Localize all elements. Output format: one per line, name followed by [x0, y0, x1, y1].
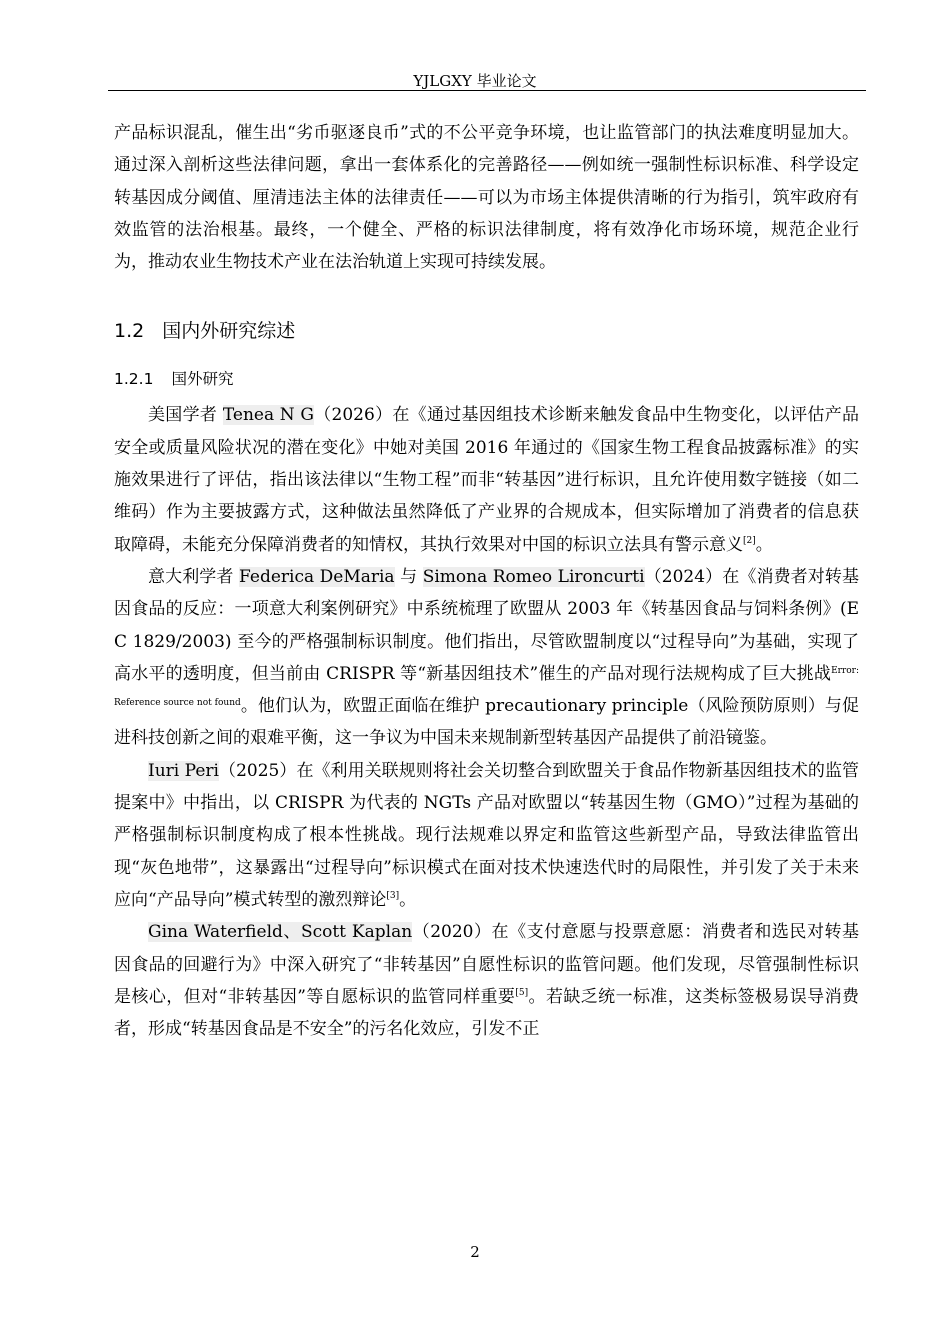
section-number: 1.2: [114, 320, 145, 343]
paragraph-text: （2026）在《通过基因组技术诊断来触发食品中生物变化，以评估产品安全或质量风险状况的潜在变化》中她对美国 2016 年通过的《国家生物工程食品披露标准》的实施效果进行了评估，指出该法律以“生物工程”而非“转基因”进行标识，且允许使用数字链接（如二维码）作为主要披露方式，这种做法虽然降低了产业界的合规成本，但实际增加了消费者的信息获取障碍，未能充分保障消费者的知情权，其执行效果对中国的标识立法具有警示意义: [114, 405, 859, 555]
reference-error: Error: Reference source not found: [114, 665, 859, 709]
citation-marker: [5]: [515, 987, 529, 998]
paragraph-waterfield: [114, 916, 859, 1045]
author-name: Gina Waterfield、Scott Kaplan: [148, 922, 413, 943]
paragraph-peri: [114, 755, 859, 916]
subsection-title: 国外研究: [171, 370, 234, 389]
paragraph-text-continued: 。他们认为，欧盟正面临在维护 precautionary principle（风险预防原则）与促进科技创新之间的艰难平衡，这一争议为中国未来规制新型转基因产品提供了前沿镜鉴。: [114, 696, 859, 749]
citation-marker: [3]: [386, 890, 400, 901]
author-name: Federica DeMaria: [239, 566, 395, 587]
paragraph-demaria: [114, 561, 859, 755]
subsection-number: 1.2.1: [114, 370, 154, 389]
running-header: YJLGXY 毕业论文: [413, 72, 537, 90]
paragraph-lead: 意大利学者: [148, 566, 240, 587]
intro-paragraph: 产品标识混乱，催生出“劣币驱逐良币”式的不公平竞争环境，也让监管部门的执法难度明显加大。通过深入剖析这些法律问题，拿出一套体系化的完善路径——例如统一强制性标识标准、科学设定转基因成分阈值、厘清违法主体的法律责任——可以为市场主体提供清晰的行为指引，筑牢政府有效监管的法治根基。最终，一个健全、严格的标识法律制度，将有效净化市场环境，规范企业行为，推动农业生物技术产业在法治轨道上实现可持续发展。: [114, 123, 859, 273]
author-name: Iuri Peri: [148, 760, 219, 781]
page-body: [114, 117, 859, 1045]
paragraph-text: （2025）在《利用关联规则将社会关切整合到欧盟关于食品作物新基因组技术的监管提案中》中指出，以 CRISPR 为代表的 NGTs 产品对欧盟以“转基因生物（GMO）”过程为基础的严格强制标识制度构成了根本性挑战。现行法规难以界定和监管这些新型产品，导致法律监管出现“灰色地带”，这暴露出“过程导向”标识模式在面对技术快速迭代时的局限性，并引发了关于未来应向“产品导向”模式转型的激烈辩论: [114, 760, 859, 910]
paragraph-lead: 美国学者: [148, 405, 223, 426]
author-name: Tenea N G: [222, 405, 314, 426]
paragraph-end: 。: [755, 534, 773, 555]
section-title: 国内外研究综述: [162, 320, 296, 343]
paragraph-end: 。: [399, 889, 417, 910]
subsection-heading: [114, 363, 859, 395]
paragraph-text-continued: 。若缺乏统一标准，这类标签极易误导消费者，形成“转基因食品是不安全”的污名化效应，引发不正: [114, 986, 859, 1040]
paragraph-connector: 与: [394, 566, 423, 587]
paragraph-text: （2024）在《消费者对转基因食品的反应：一项意大利案例研究》中系统梳理了欧盟从 2003 年《转基因食品与饲料条例》(EC 1829/2003) 至今的严格强制标识制度。他们指出，尽管欧盟制度以“过程导向”为基础，实现了高水平的透明度，但当前由 CRISPR 等“新基因组技术”催生的产品对现行法规构成了巨大挑战: [114, 566, 859, 684]
paragraph-tenea: [114, 399, 859, 560]
section-heading: [114, 311, 859, 351]
author-name: Simona Romeo Lironcurti: [422, 566, 645, 587]
header-rule: [108, 90, 866, 91]
page-number: 2: [470, 1243, 480, 1261]
citation-marker: [2]: [743, 535, 756, 546]
paragraph-text: （2020）在《支付意愿与投票意愿：消费者和选民对转基因食品的回避行为》中深入研究了“非转基因”自愿性标识的监管问题。他们发现，尽管强制性标识是核心，但对“非转基因”等自愿标识的监管同样重要: [114, 922, 859, 1007]
